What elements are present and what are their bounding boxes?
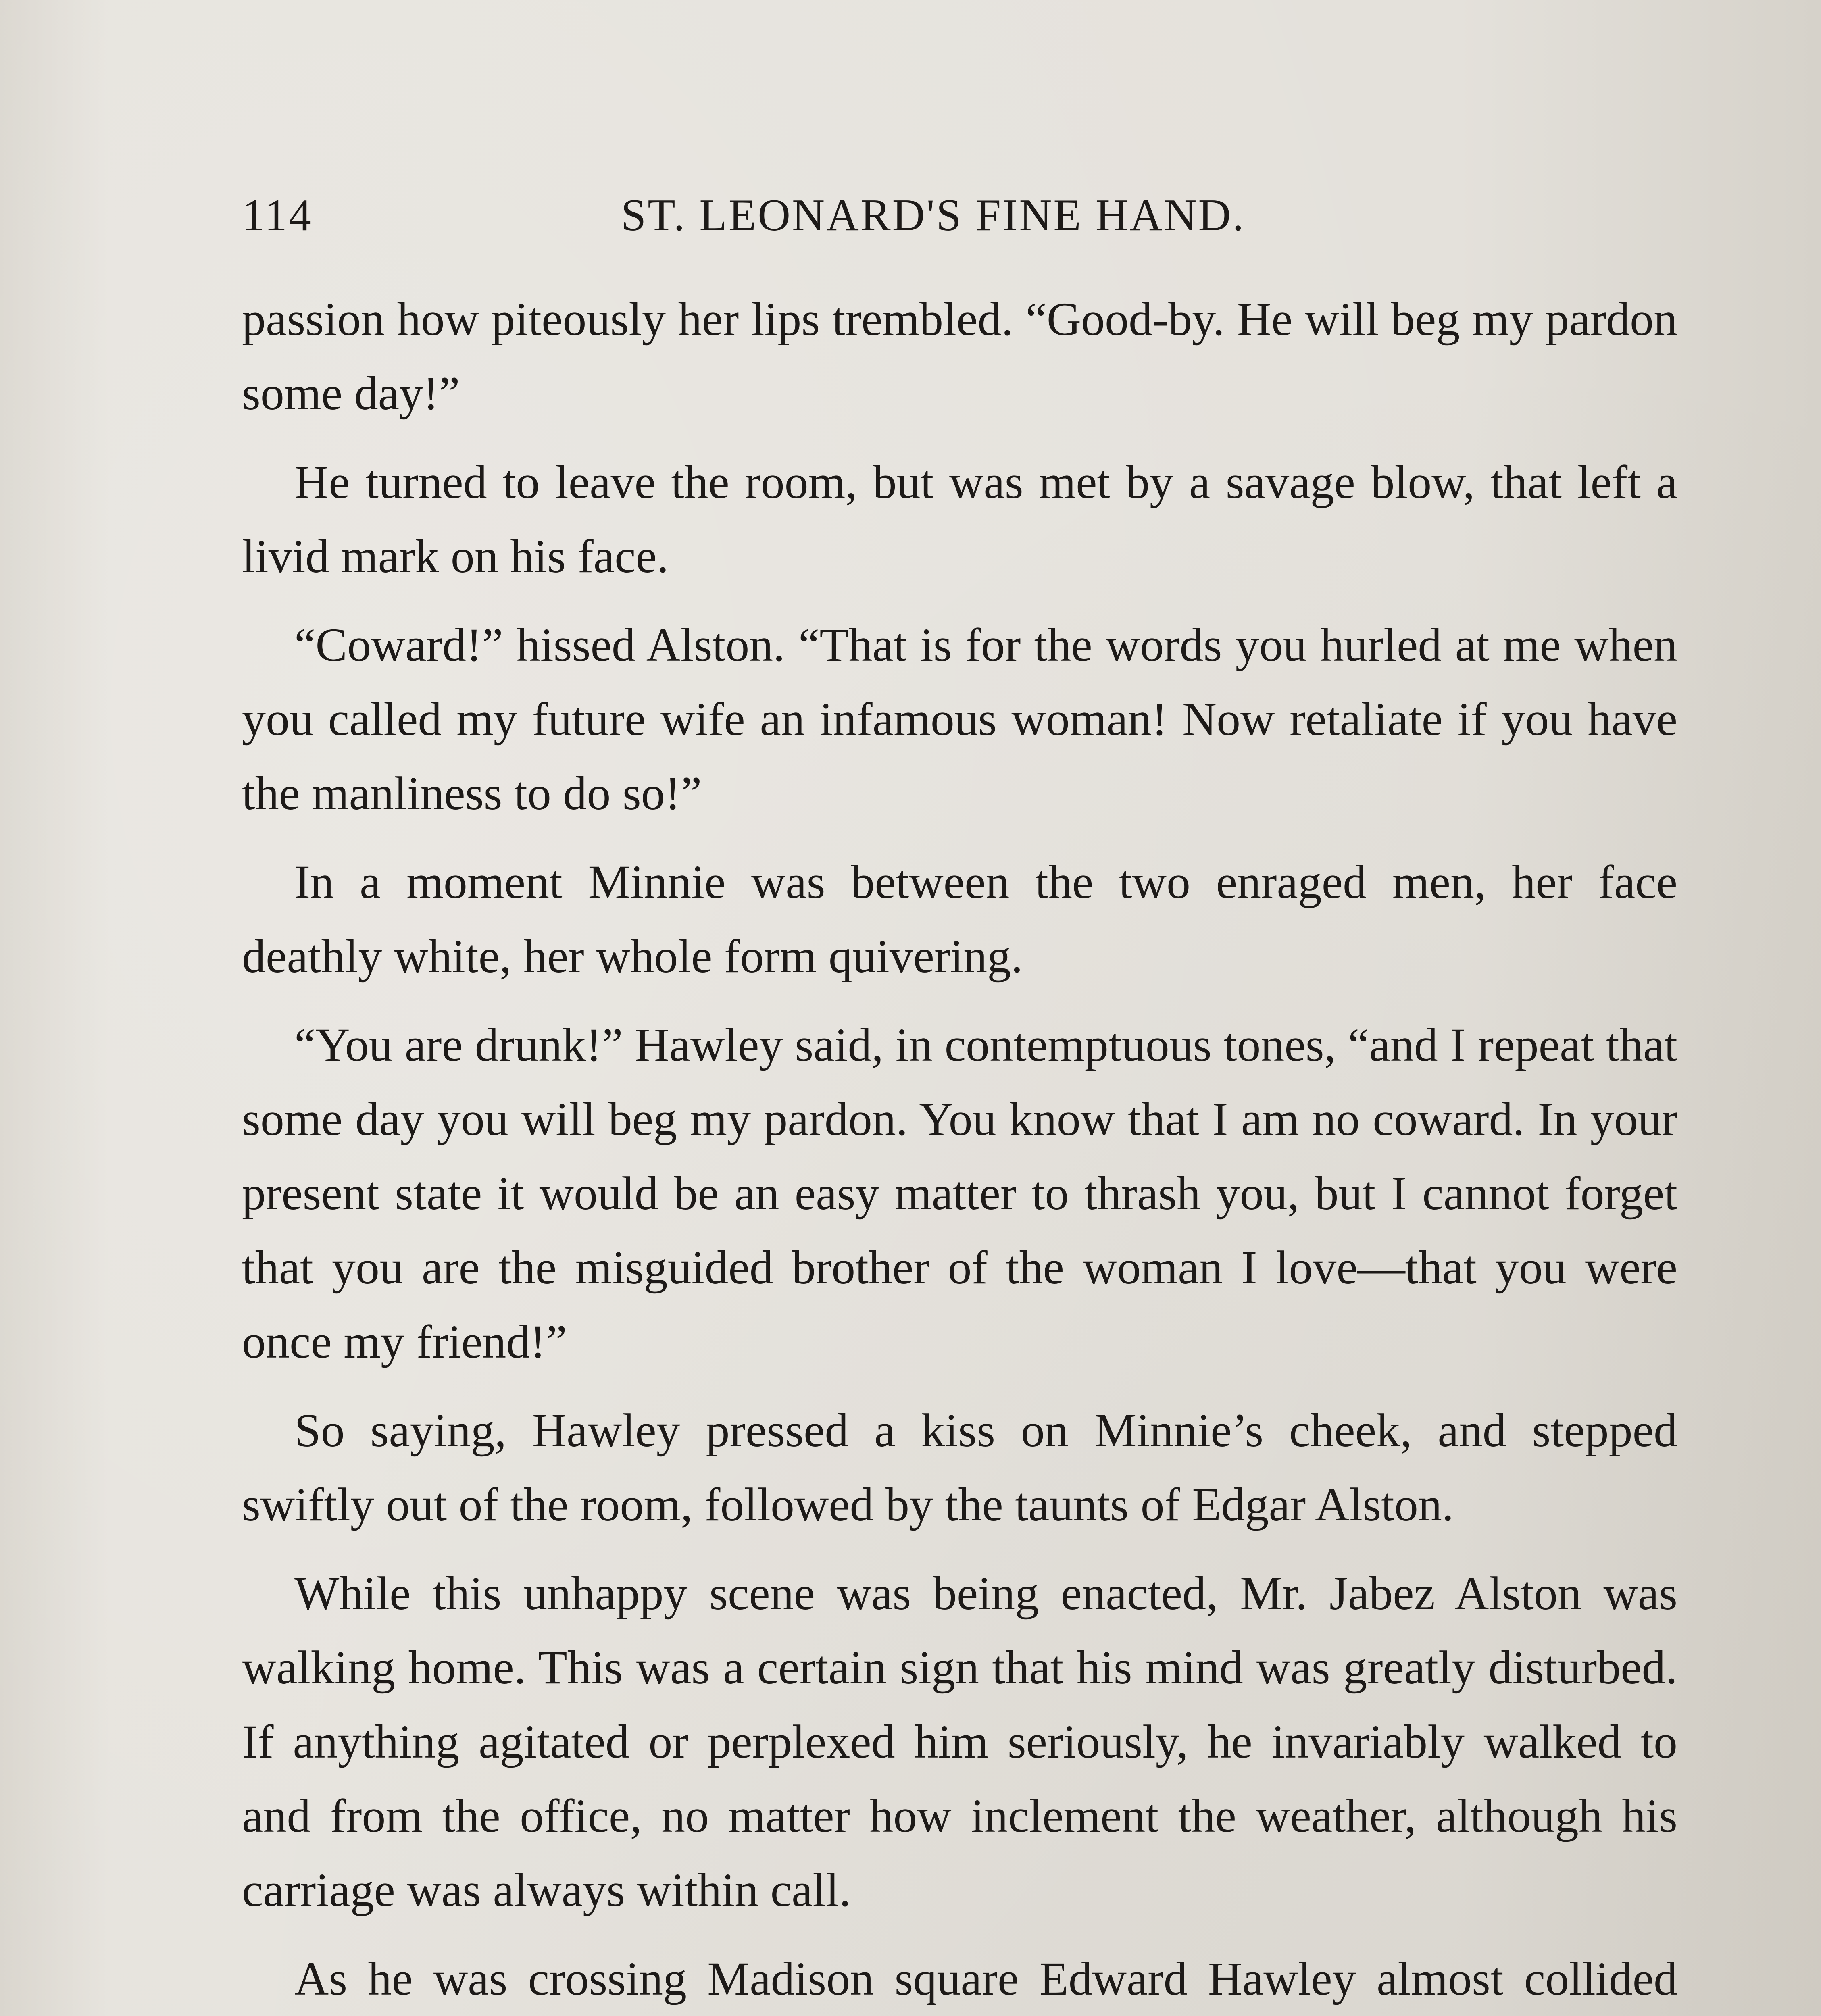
- paragraph: In a moment Minnie was between the two enraged men, her face deathly white, her whole form quivering.: [242, 856, 1677, 983]
- paragraph: He turned to leave the room, but was met by a savage blow, that left a livid mark on his face.: [242, 456, 1677, 583]
- running-head: [242, 190, 1677, 250]
- paragraph: So saying, Hawley pressed a kiss on Minnie’s cheek, and stepped swiftly out of the room, followed by the taunts of Edgar Alston.: [242, 1404, 1677, 1531]
- paragraph: As he was crossing Madison square Edward Hawley almost collided: [294, 1952, 1677, 2005]
- book-title: ST. LEONARD'S FINE HAND.: [621, 190, 1246, 240]
- body-text: [242, 282, 1677, 2016]
- page-number: 114: [242, 190, 313, 240]
- paragraph: “Coward!” hissed Alston. “That is for the words you hurled at me when you called my future wife an infamous woman! Now retaliate if you have the manliness to do so!”: [242, 619, 1677, 820]
- paragraph: passion how piteously her lips trembled. “Good-by. He will beg my pardon some day!”: [242, 293, 1677, 420]
- paragraph: While this unhappy scene was being enacted, Mr. Jabez Alston was walking home. This was a certain sign that his mind was greatly disturbed. If anything agitated or perplexed him seriously, he invariably walked to and from the office, no matter how inclement the weather, although his carriage was always within call.: [242, 1567, 1677, 1916]
- paragraph: “You are drunk!” Hawley said, in contemptuous tones, “and I repeat that some day you will beg my pardon. You know that I am no coward. In your present state it would be an easy matter to thrash you, but I cannot forget that you are the misguided brother of the woman I love—that you were once my friend!”: [242, 1018, 1677, 1368]
